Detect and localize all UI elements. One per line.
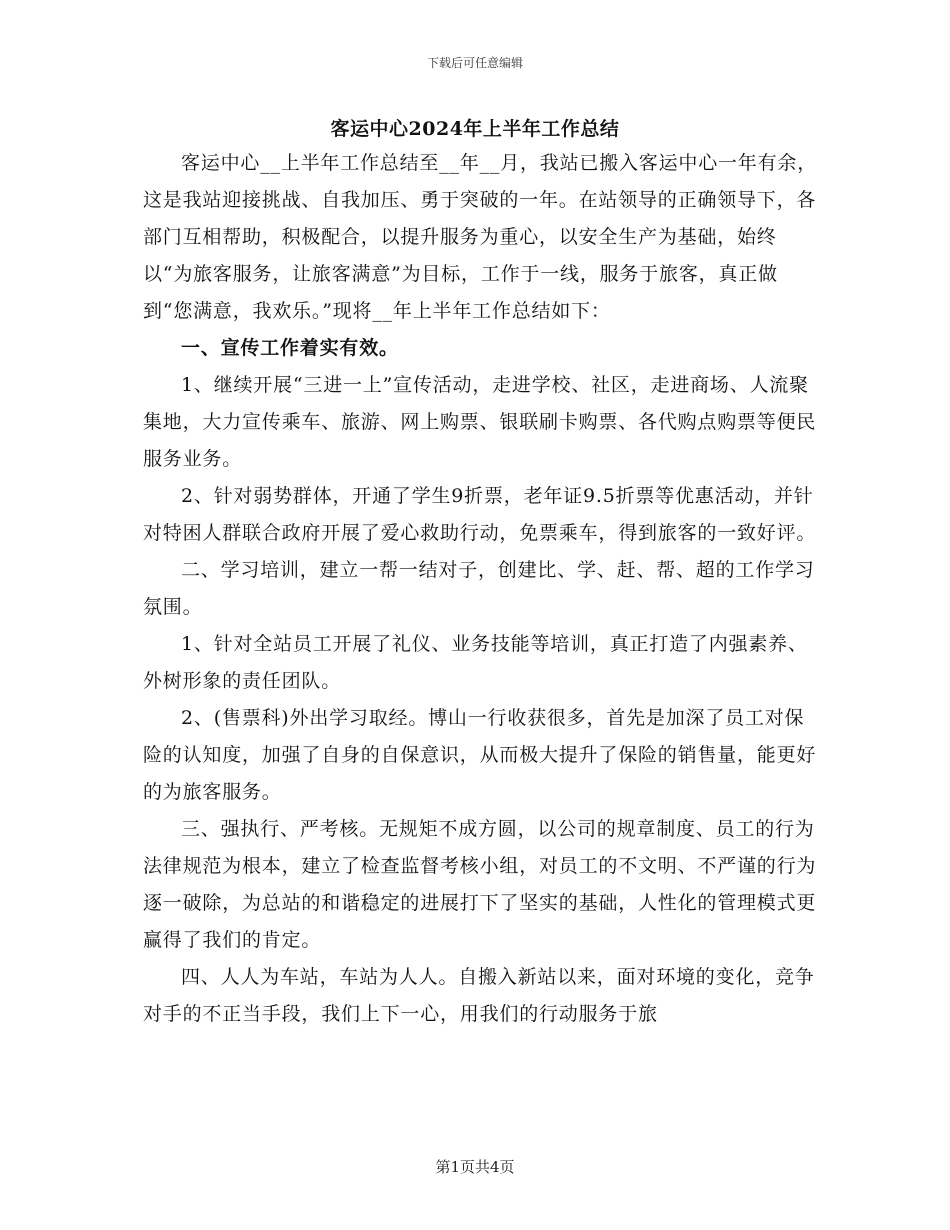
publicity-item-1: 1、继续开展“三进一上”宣传活动，走进学校、社区，走进商场、人流聚集地，大力宣传乘车、旅游、网上购票、银联刷卡购票、各代购点购票等便民服务业务。 <box>143 374 817 470</box>
section-heading-publicity: 一、宣传工作着实有效。 <box>181 337 399 359</box>
training-item-2: 2、(售票科)外出学习取经。博山一行收获很多，首先是加深了员工对保险的认知度，加强了自身的自保意识，从而极大提升了保险的销售量，能更好的为旅客服务。 <box>143 707 817 803</box>
publicity-item-2: 2、针对弱势群体，开通了学生9折票，老年证9.5折票等优惠活动，并针对特困人群联合政府开展了爱心救助行动，免票乘车，得到旅客的一致好评。 <box>143 485 817 544</box>
training-item-1: 1、针对全站员工开展了礼仪、业务技能等培训，真正打造了内强素养、外树形象的责任团队。 <box>143 633 808 692</box>
section-heading-training: 二、学习培训，建立一帮一结对子，创建比、学、赶、帮、超的工作学习氛围。 <box>143 559 815 618</box>
header-note: 下载后可任意编辑 <box>426 56 523 70</box>
document-title: 客运中心2024年上半年工作总结 <box>330 118 620 140</box>
intro-paragraph: 客运中心__上半年工作总结至__年__月，我站已搬入客运中心一年有余，这是我站迎接挑战、自我加压、勇于突破的一年。在站领导的正确领导下，各部门互相帮助，积极配合，以提升服务为重心，以安全生产为基础，始终以“为旅客服务，让旅客满意”为目标，工作于一线，服务于旅客，真正做到“您满意，我欢乐。”现将__年上半年工作总结如下： <box>143 152 818 322</box>
document-body <box>143 145 823 1033</box>
page-footer: 第1页共4页 <box>435 1158 515 1176</box>
section-execution: 三、强执行、严考核。无规矩不成方圆，以公司的规章制度、员工的行为法律规范为根本，建立了检查监督考核小组，对员工的不文明、不严谨的行为逐一破除，为总站的和谐稳定的进展打下了坚实的基础，人性化的管理模式更赢得了我们的肯定。 <box>143 818 817 951</box>
section-service: 四、人人为车站，车站为人人。自搬入新站以来，面对环境的变化，竞争对手的不正当手段，我们上下一心，用我们的行动服务于旅 <box>143 966 815 1025</box>
